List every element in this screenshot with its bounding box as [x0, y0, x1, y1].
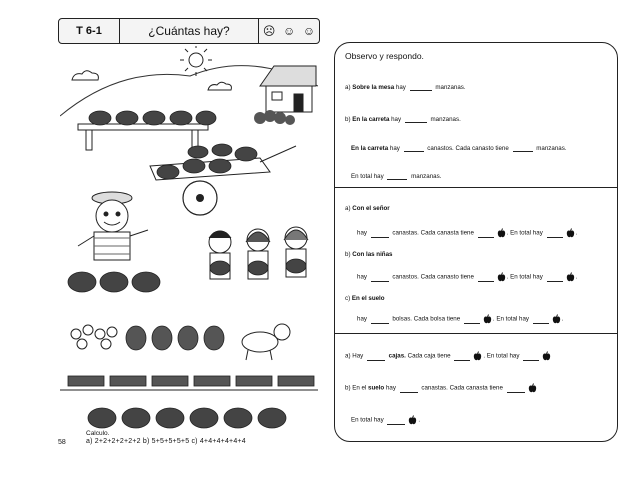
question-line	[335, 172, 633, 180]
apple-icon	[497, 272, 506, 282]
question-title: Observo y respondo.	[345, 51, 424, 61]
question-text: b) En el	[345, 384, 369, 392]
question-text: Cada caja tiene	[405, 352, 453, 360]
question-text: En total hay	[351, 173, 386, 180]
girls-baskets	[210, 259, 306, 275]
question-text: En total hay	[351, 416, 386, 424]
apple-icon	[566, 272, 575, 282]
answer-blank[interactable]	[547, 274, 563, 282]
flowers-icon	[71, 325, 117, 349]
page-number: 58	[58, 439, 66, 446]
apple-icon	[552, 314, 561, 324]
question-line	[335, 144, 633, 152]
question-line	[335, 314, 638, 324]
answer-blank[interactable]	[533, 316, 549, 324]
question-text: b)	[345, 116, 353, 123]
question-text: Sobre la mesa	[352, 84, 395, 91]
question-text: bolsas. Cada bolsa tiene	[390, 315, 462, 323]
calc-title: Calculo.	[86, 430, 110, 437]
ground-baskets	[88, 408, 286, 428]
neutral-face-icon[interactable]: ☺	[282, 24, 296, 38]
sun-icon	[180, 46, 212, 76]
worksheet-header	[58, 18, 320, 44]
question-text: hay	[357, 229, 369, 237]
answer-blank[interactable]	[513, 144, 533, 152]
question-text: .	[418, 416, 421, 424]
question-text: manzanas.	[428, 116, 461, 123]
question-text: a)	[345, 84, 353, 91]
question-line	[335, 83, 627, 91]
answer-blank[interactable]	[387, 417, 405, 425]
happy-face-icon[interactable]: ☺	[302, 24, 316, 38]
man-baskets	[68, 272, 160, 292]
answer-blank[interactable]	[410, 83, 432, 91]
question-text: canastos. Cada canasto tiene	[425, 145, 511, 152]
answer-blank[interactable]	[371, 316, 389, 324]
question-text: En el suelo	[351, 295, 385, 302]
answer-blank[interactable]	[371, 274, 389, 282]
question-text: .	[575, 273, 578, 281]
question-text: canastas. Cada canasta tiene	[419, 384, 505, 392]
question-text: En la carreta	[352, 116, 390, 123]
answer-blank[interactable]	[454, 353, 470, 361]
question-text: manzanas.	[409, 173, 442, 180]
apple-icon	[566, 228, 575, 238]
question-text: hay	[389, 116, 403, 123]
question-text: . En total hay	[506, 273, 545, 281]
apple-crates	[68, 376, 314, 386]
page-title: ¿Cuántas hay?	[120, 19, 259, 43]
answer-blank[interactable]	[367, 353, 385, 361]
question-text: manzanas.	[433, 84, 466, 91]
apple-icon	[497, 228, 506, 238]
question-text: canastos. Cada canasto tiene	[390, 273, 476, 281]
answer-blank[interactable]	[547, 230, 563, 238]
question-line	[335, 228, 638, 238]
apple-bags	[126, 326, 224, 350]
answer-blank[interactable]	[405, 115, 427, 123]
illustration-scene	[60, 46, 318, 438]
question-line	[335, 115, 627, 123]
question-line	[335, 205, 627, 212]
apple-icon	[483, 314, 492, 324]
section-divider	[335, 333, 617, 334]
question-text: c)	[345, 295, 352, 302]
sad-face-icon[interactable]: ☹	[262, 24, 276, 38]
man-figure	[78, 192, 148, 260]
question-text: . En total hay	[492, 315, 531, 323]
cart-with-baskets	[150, 144, 296, 215]
worksheet-right-page	[334, 42, 618, 442]
question-line	[335, 383, 627, 393]
dog-icon	[242, 324, 290, 360]
question-text: hay	[394, 84, 408, 91]
question-text: En la carreta	[351, 145, 389, 152]
question-text: .	[575, 229, 578, 237]
answer-blank[interactable]	[464, 316, 480, 324]
question-text: a) Hay	[345, 352, 365, 360]
calc-line: a) 2+2+2+2+2+2 b) 5+5+5+5+5 c) 4+4+4+4+4+4	[86, 438, 246, 445]
question-text: canastas. Cada canasta tiene	[390, 229, 476, 237]
question-text: manzanas.	[534, 145, 567, 152]
question-text: hay	[357, 315, 369, 323]
question-line	[335, 295, 627, 302]
apple-icon	[473, 351, 482, 361]
apple-icon	[528, 383, 537, 393]
lesson-code: T 6-1	[59, 19, 120, 43]
question-text: hay	[384, 384, 398, 392]
worksheet-left-page	[58, 18, 320, 452]
question-text: cajas.	[386, 352, 406, 360]
question-line	[335, 272, 638, 282]
question-text: . En total hay	[506, 229, 545, 237]
answer-blank[interactable]	[478, 274, 494, 282]
question-line	[335, 251, 627, 258]
question-text: . En total hay	[483, 352, 522, 360]
answer-blank[interactable]	[478, 230, 494, 238]
apple-icon	[542, 351, 551, 361]
question-line	[335, 415, 633, 425]
question-line	[335, 351, 627, 361]
question-text: Con las niñas	[352, 251, 393, 258]
question-text: hay	[388, 145, 402, 152]
answer-blank[interactable]	[523, 353, 539, 361]
question-text: Con el señor	[352, 205, 390, 212]
question-text: b)	[345, 251, 353, 258]
question-text: suelo	[368, 384, 385, 392]
answer-blank[interactable]	[371, 230, 389, 238]
cloud-icon	[72, 71, 231, 90]
answer-blank[interactable]	[400, 385, 418, 393]
section-divider	[335, 187, 617, 188]
answer-blank[interactable]	[404, 144, 424, 152]
house-icon	[260, 66, 316, 112]
table-with-baskets	[78, 111, 216, 150]
question-text: .	[561, 315, 564, 323]
self-assessment-faces	[259, 24, 319, 38]
answer-blank[interactable]	[387, 172, 407, 180]
question-text: hay	[357, 273, 369, 281]
question-text: a)	[345, 205, 353, 212]
answer-blank[interactable]	[507, 385, 525, 393]
apple-icon	[408, 415, 417, 425]
